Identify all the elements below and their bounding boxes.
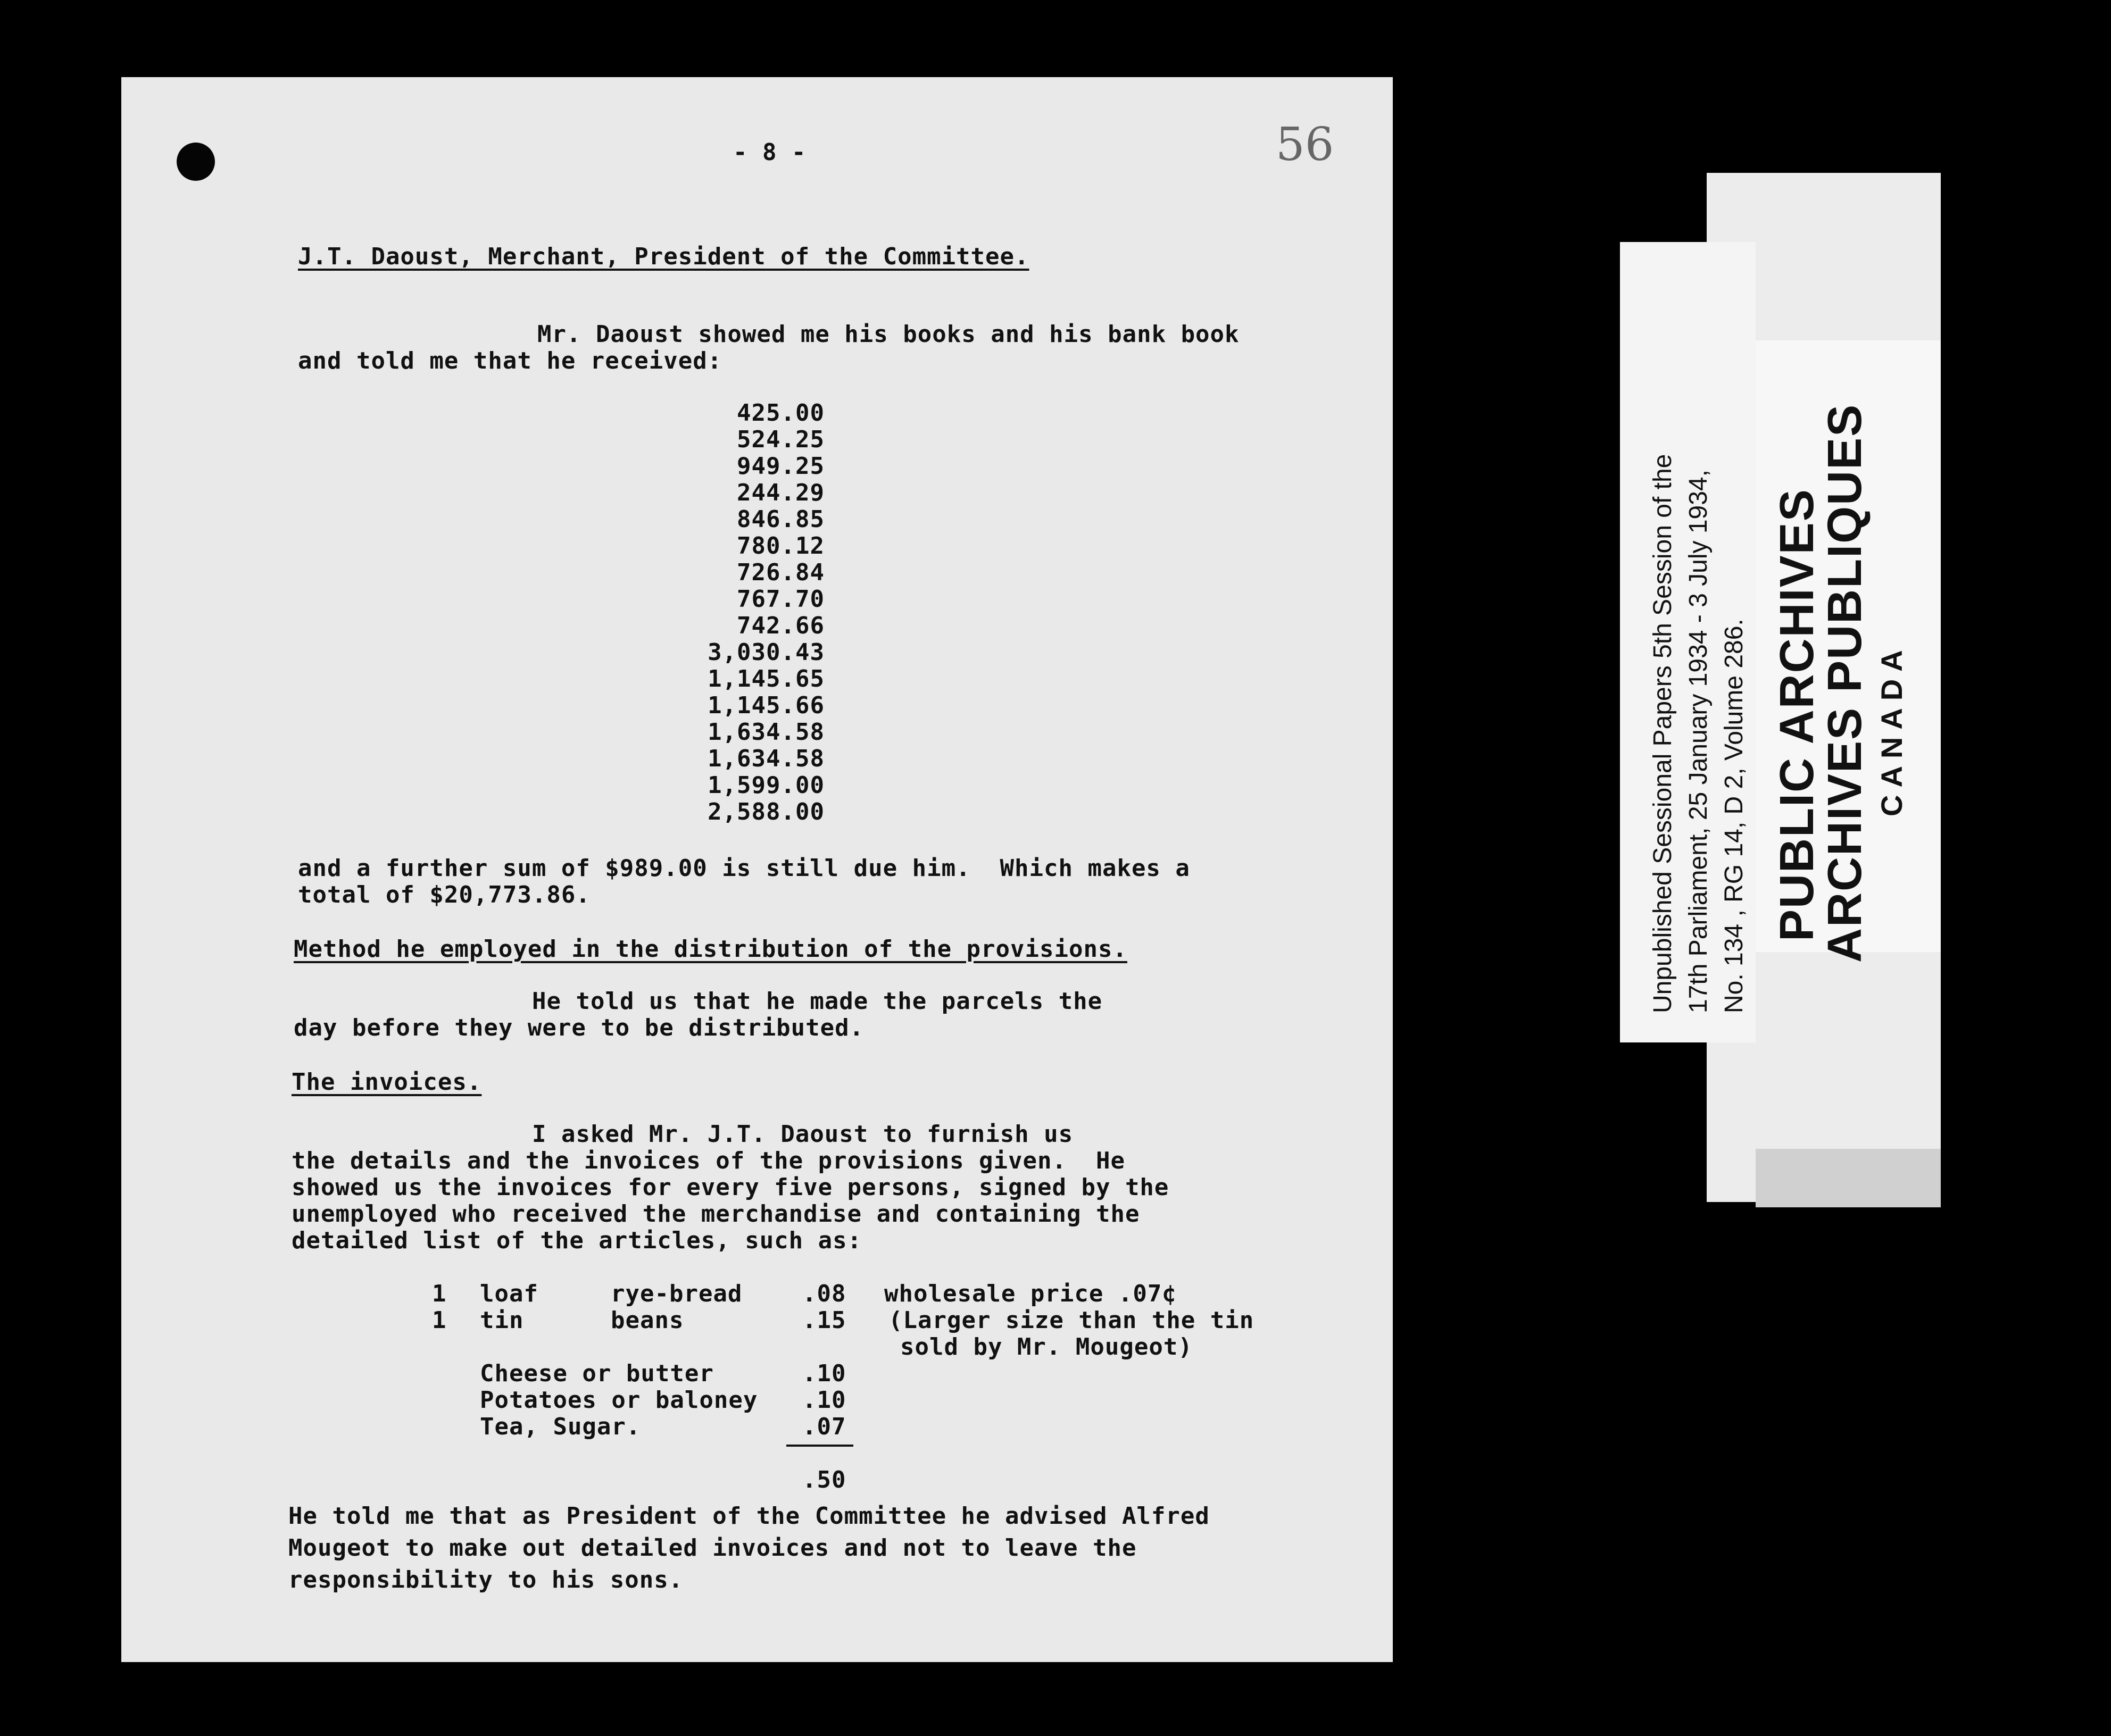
punch-hole <box>177 143 215 181</box>
item-price: .10 <box>802 1360 846 1387</box>
item-desc: beans <box>611 1307 684 1334</box>
archive-ref-line: No. 134 , RG 14, D 2, Volume 286. <box>1720 619 1748 1013</box>
item-desc: Cheese or butter <box>480 1360 714 1387</box>
paragraph-line: Mr. Daoust showed me his books and his bank book <box>537 321 1240 348</box>
paragraph-line: He told me that as President of the Committee he advised Alfred <box>288 1503 1210 1530</box>
paragraph-line: and told me that he received: <box>298 347 722 374</box>
item-desc: Tea, Sugar. <box>480 1413 641 1440</box>
item-desc: Potatoes or baloney <box>480 1387 758 1414</box>
amount: 1,634.58 <box>708 745 825 772</box>
archive-ref-line: 17th Parliament, 25 January 1934 - 3 July 1934, <box>1684 470 1713 1013</box>
paragraph-line: unemployed who received the merchandise and containing the <box>292 1200 1140 1228</box>
page-number-corner: 56 <box>1276 118 1334 171</box>
paragraph-line: showed us the invoices for every five persons, signed by the <box>292 1174 1169 1201</box>
item-price: .07 <box>802 1413 846 1440</box>
amount: 1,599.00 <box>708 772 825 799</box>
paragraph-line: the details and the invoices of the provisions given. He <box>292 1147 1125 1174</box>
sum-rule <box>786 1445 853 1447</box>
page-number: - 8 - <box>733 139 807 166</box>
archive-stamp-canada: CANADA <box>1875 642 1908 816</box>
item-price: .10 <box>802 1387 846 1414</box>
archive-label-shadow <box>1756 1149 1941 1207</box>
amount: 425.00 <box>737 399 825 427</box>
item-qty: 1 <box>432 1307 447 1334</box>
amount: 1,634.58 <box>708 719 825 746</box>
archive-stamp-line: ARCHIVES PUBLIQUES <box>1818 403 1872 963</box>
item-note: wholesale price .07¢ <box>884 1280 1177 1307</box>
item-desc: rye-bread <box>611 1280 743 1307</box>
amount: 524.25 <box>737 426 825 453</box>
archive-ref-line: Unpublished Sessional Papers 5th Session of the <box>1649 454 1677 1013</box>
paragraph-line: Mougeot to make out detailed invoices and not to leave the <box>288 1534 1137 1562</box>
item-price: .08 <box>802 1280 846 1307</box>
amount: 244.29 <box>737 479 825 506</box>
paragraph-line: I asked Mr. J.T. Daoust to furnish us <box>532 1121 1074 1148</box>
item-note: sold by Mr. Mougeot) <box>900 1333 1193 1361</box>
amount: 2,588.00 <box>708 798 825 825</box>
amount: 1,145.66 <box>708 692 825 719</box>
item-unit: tin <box>480 1307 524 1334</box>
paragraph-line: total of $20,773.86. <box>298 881 591 908</box>
paragraph-line: day before they were to be distributed. <box>294 1014 865 1041</box>
heading-invoices: The invoices. <box>292 1069 482 1096</box>
paragraph-line: He told us that he made the parcels the <box>532 988 1103 1015</box>
paragraph-line: responsibility to his sons. <box>288 1566 684 1593</box>
heading-daoust: J.T. Daoust, Merchant, President of the Committee. <box>298 243 1029 270</box>
amount: 742.66 <box>737 612 825 639</box>
heading-method: Method he employed in the distribution of the provisions. <box>294 936 1127 963</box>
item-qty: 1 <box>432 1280 447 1307</box>
item-note: (Larger size than the tin <box>888 1307 1254 1334</box>
amount: 780.12 <box>737 532 825 560</box>
amount: 726.84 <box>737 559 825 586</box>
amount: 949.25 <box>737 453 825 480</box>
paragraph-line: and a further sum of $989.00 is still due him. Which makes a <box>298 855 1190 882</box>
amount: 767.70 <box>737 586 825 613</box>
amount: 846.85 <box>737 506 825 533</box>
items-total: .50 <box>802 1466 846 1493</box>
item-price: .15 <box>802 1307 846 1334</box>
item-unit: loaf <box>480 1280 538 1307</box>
amount: 3,030.43 <box>708 639 825 666</box>
amounts-list <box>638 400 825 825</box>
amount: 1,145.65 <box>708 665 825 692</box>
archive-stamp-line: PUBLIC ARCHIVES <box>1771 488 1824 941</box>
paragraph-line: detailed list of the articles, such as: <box>292 1227 862 1254</box>
